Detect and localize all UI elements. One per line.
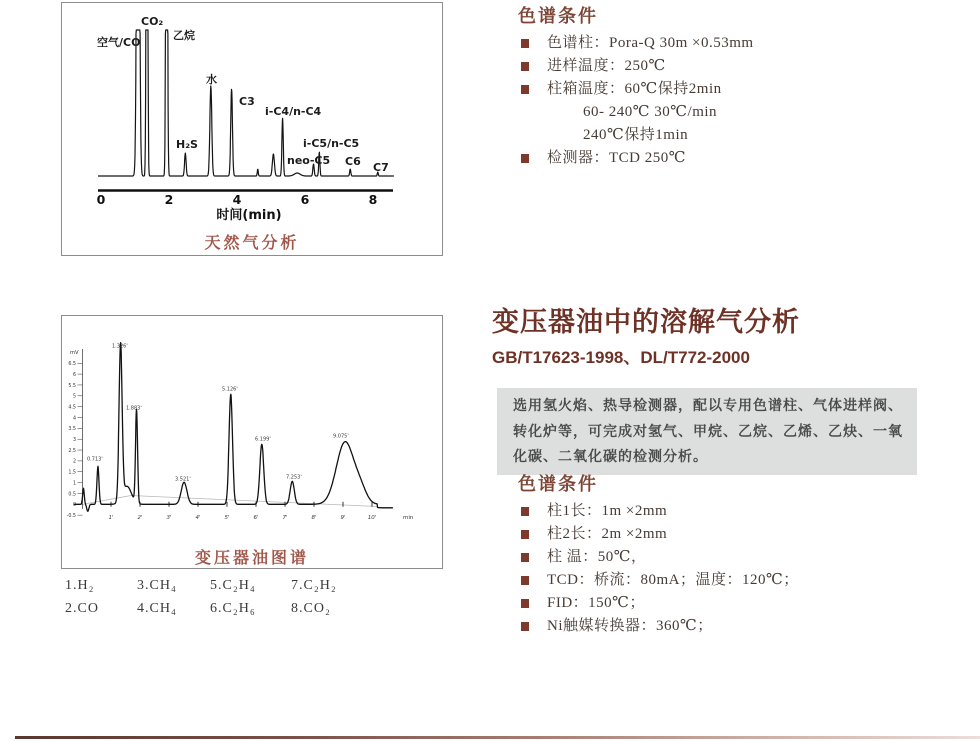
x-tick-label: 2' bbox=[137, 515, 143, 521]
legend-item: 3.CH₄ bbox=[137, 578, 177, 593]
condition-item: Ni触媒转换器：360℃； bbox=[510, 615, 950, 638]
retention-time-label: 9.075' bbox=[333, 433, 349, 440]
bullet-square-icon bbox=[521, 622, 529, 631]
conditions-top-section bbox=[510, 2, 950, 170]
section-title: 变压器油中的溶解气分析 bbox=[492, 307, 800, 337]
legend-item: 4.CH₄ bbox=[137, 601, 177, 616]
legend-item: 5.C₂H₄ bbox=[210, 578, 256, 593]
y-tick-label: 3 bbox=[72, 438, 76, 443]
bullet-square-icon bbox=[521, 599, 529, 608]
retention-time-label: 6.199' bbox=[255, 436, 271, 443]
x-tick-label: 8' bbox=[311, 515, 317, 521]
retention-time-label: 1.326' bbox=[112, 343, 128, 350]
peak-label: H₂S bbox=[176, 138, 198, 151]
bullet-square-icon bbox=[521, 576, 529, 585]
y-tick-label: 2 bbox=[72, 459, 76, 465]
natural-gas-chromatogram bbox=[62, 3, 442, 255]
peak-label: C6 bbox=[345, 155, 361, 168]
x-tick-label: 9' bbox=[340, 515, 346, 521]
retention-time-label: 3.521' bbox=[175, 476, 191, 483]
peak-label: 空气/CO bbox=[97, 36, 141, 49]
y-tick-label: 3.5 bbox=[68, 427, 76, 433]
y-tick-label: 6 bbox=[72, 372, 76, 378]
y-tick-label: 5.5 bbox=[68, 383, 76, 389]
x-tick-label: 3' bbox=[166, 515, 172, 521]
x-tick-label: 2 bbox=[164, 192, 174, 207]
x-axis-unit: min bbox=[403, 515, 414, 521]
y-tick-label: 0 bbox=[72, 503, 76, 509]
x-tick-label: 10' bbox=[367, 515, 377, 521]
bullet-square-icon bbox=[521, 530, 529, 539]
transformer-oil-chart-panel bbox=[61, 315, 443, 569]
legend-item: 7.C₂H₂ bbox=[291, 578, 337, 593]
condition-item: TCD：桥流：80mA；温度：120℃； bbox=[510, 569, 950, 592]
y-tick-label: 1.5 bbox=[68, 470, 76, 476]
legend-item: 6.C₂H₆ bbox=[210, 601, 256, 616]
condition-item: 柱箱温度：60℃保持2min 60- 240℃ 30℃/min 240℃保持1min bbox=[510, 78, 950, 147]
bullet-square-icon bbox=[521, 507, 529, 516]
natural-gas-caption: 天然气分析 bbox=[204, 235, 300, 252]
transformer-oil-chromatogram bbox=[62, 316, 442, 568]
x-axis-label: 时间(min) bbox=[216, 208, 282, 223]
condition-item: 柱2长：2m ×2mm bbox=[510, 523, 950, 546]
peak-label: neo-C5 bbox=[287, 154, 331, 167]
x-tick-label: 4 bbox=[232, 192, 242, 207]
footer-divider bbox=[15, 736, 980, 739]
bullet-square-icon bbox=[521, 154, 529, 163]
transformer-oil-caption: 变压器油图谱 bbox=[194, 550, 309, 567]
y-tick-label: 5 bbox=[72, 394, 76, 400]
bullet-square-icon bbox=[521, 39, 529, 48]
peak-label: 乙烷 bbox=[173, 29, 195, 42]
peak-label: 水 bbox=[206, 73, 217, 86]
y-tick-label: 1 bbox=[72, 481, 76, 487]
legend-row bbox=[65, 578, 415, 601]
legend-item: 8.CO₂ bbox=[291, 601, 331, 616]
condition-subline: 60- 240℃ 30℃/min bbox=[583, 104, 718, 120]
peak-label: C7 bbox=[373, 161, 389, 174]
peak-legend bbox=[65, 578, 415, 624]
retention-time-label: 7.253' bbox=[286, 474, 302, 481]
retention-time-label: 0.713' bbox=[87, 456, 103, 463]
y-tick-label: 6.5 bbox=[68, 362, 76, 368]
retention-time-label: 5.126' bbox=[222, 386, 238, 393]
bullet-square-icon bbox=[521, 85, 529, 94]
x-tick-label: 8 bbox=[368, 192, 378, 207]
y-axis-unit: mV bbox=[70, 350, 79, 356]
peak-label: i-C5/n-C5 bbox=[303, 137, 360, 150]
y-tick-label: 4.5 bbox=[68, 405, 76, 411]
peak-label: CO₂ bbox=[141, 15, 164, 28]
condition-item: 进样温度：250℃ bbox=[510, 55, 950, 78]
y-tick-label: -0.5 bbox=[66, 513, 76, 519]
section-description: 选用氢火焰、热导检测器，配以专用色谱柱、气体进样阀、转化炉等，可完成对氢气、甲烷、乙烷、乙烯、乙炔、一氧化碳、二氧化碳的检测分析。 bbox=[497, 388, 917, 475]
y-tick-label: 2.5 bbox=[68, 448, 76, 454]
peak-label: i-C4/n-C4 bbox=[265, 105, 322, 118]
retention-time-label: 1.883' bbox=[126, 405, 142, 412]
conditions-bottom-list bbox=[510, 500, 950, 638]
x-tick-label: 6 bbox=[300, 192, 310, 207]
x-tick-label: 4' bbox=[195, 515, 201, 521]
bullet-square-icon bbox=[521, 62, 529, 71]
legend-item: 1.H₂ bbox=[65, 578, 95, 593]
condition-item: FID：150℃； bbox=[510, 592, 950, 615]
transformer-section-header bbox=[492, 306, 942, 368]
x-tick-label: 7' bbox=[282, 515, 288, 521]
y-tick-label: 0.5 bbox=[68, 492, 76, 498]
peak-label: C3 bbox=[239, 95, 255, 108]
legend-item: 2.CO bbox=[65, 601, 99, 616]
condition-item: 柱 温：50℃， bbox=[510, 546, 950, 569]
chromatogram-trace bbox=[74, 343, 393, 512]
x-tick-label: 5' bbox=[224, 515, 230, 521]
condition-item: 色谱柱：Pora-Q 30m ×0.53mm bbox=[510, 32, 950, 55]
x-tick-label: 0 bbox=[96, 192, 106, 207]
integration-baseline bbox=[82, 496, 378, 507]
conditions-bottom-heading: 色谱条件 bbox=[518, 474, 598, 494]
legend-row bbox=[65, 601, 415, 624]
conditions-bottom-section bbox=[510, 470, 950, 638]
bullet-square-icon bbox=[521, 553, 529, 562]
condition-subline: 240℃保持1min bbox=[583, 127, 689, 143]
section-standards: GB/T17623-1998、DL/T772-2000 bbox=[492, 347, 750, 367]
y-tick-label: 4 bbox=[72, 416, 76, 422]
conditions-top-heading: 色谱条件 bbox=[518, 6, 598, 26]
conditions-top-list bbox=[510, 32, 950, 170]
x-tick-label: 6' bbox=[253, 515, 259, 521]
x-tick-label: 1' bbox=[108, 515, 114, 521]
condition-item: 检测器：TCD 250℃ bbox=[510, 147, 950, 170]
condition-item: 柱1长：1m ×2mm bbox=[510, 500, 950, 523]
natural-gas-chart-panel bbox=[61, 2, 443, 256]
